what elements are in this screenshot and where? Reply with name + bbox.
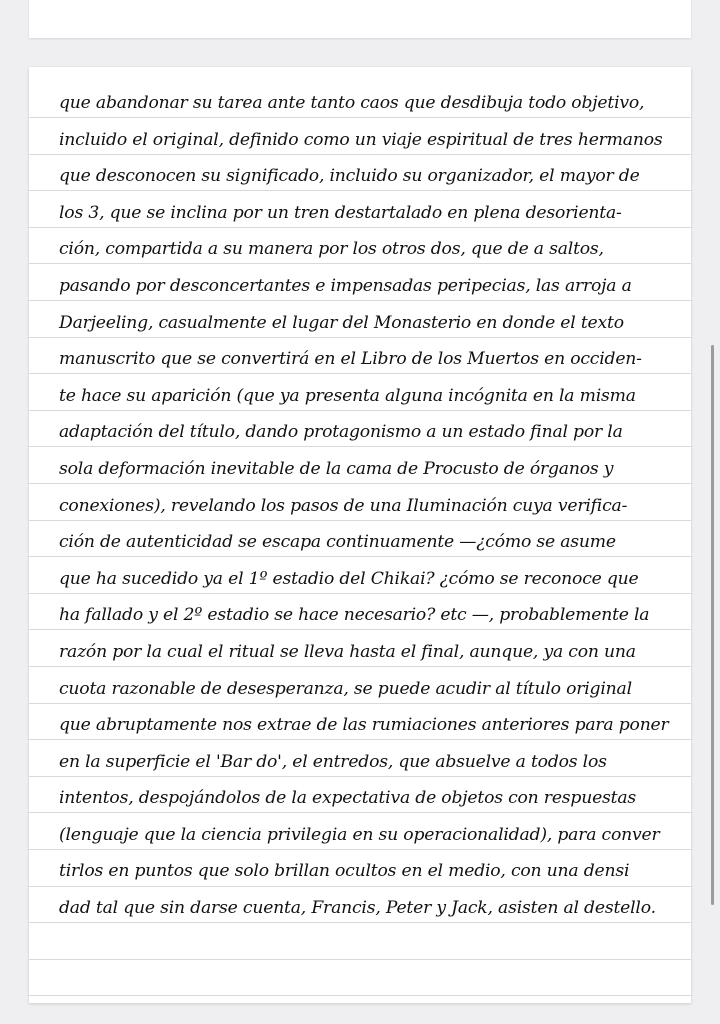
handwritten-page bbox=[29, 67, 691, 1003]
ruled-line bbox=[29, 995, 691, 996]
handwritten-line: sola deformación inevitable de la cama de Procusto de órganos y bbox=[59, 458, 614, 479]
handwritten-line: que abruptamente nos extrae de las rumiaciones anteriores para poner bbox=[59, 715, 669, 736]
handwritten-line: Darjeeling, casualmente el lugar del Monasterio en donde el texto bbox=[59, 312, 624, 333]
handwritten-line: en la superficie el 'Bar do', el entredos, que absuelve a todos los bbox=[59, 751, 607, 772]
handwritten-line: (lenguaje que la ciencia privilegia en su operacionalidad), para conver bbox=[59, 824, 660, 845]
handwritten-line: conexiones), revelando los pasos de una Iluminación cuya verifica- bbox=[59, 495, 628, 516]
handwritten-line: que ha sucedido ya el 1º estadio del Chikai? ¿cómo se reconoce que bbox=[59, 568, 639, 589]
handwritten-line: ción, compartida a su manera por los otros dos, que de a saltos, bbox=[59, 239, 604, 260]
handwritten-line: intentos, despojándolos de la expectativa de objetos con respuestas bbox=[59, 788, 637, 809]
handwritten-line: ha fallado y el 2º estadio se hace necesario? etc —, probablemente la bbox=[59, 605, 650, 626]
handwritten-line: te hace su aparición (que ya presenta alguna incógnita en la misma bbox=[59, 385, 636, 406]
handwritten-line: incluido el original, definido como un viaje espiritual de tres hermanos bbox=[59, 129, 663, 150]
handwritten-line: adaptación del título, dando protagonismo a un estado final por la bbox=[59, 422, 623, 443]
handwritten-line: cuota razonable de desesperanza, se puede acudir al título original bbox=[59, 678, 632, 699]
handwritten-line: razón por la cual el ritual se lleva hasta el final, aunque, ya con una bbox=[59, 641, 636, 662]
handwritten-line: dad tal que sin darse cuenta, Francis, Peter y Jack, asisten al destello. bbox=[59, 898, 656, 919]
handwritten-line: ción de autenticidad se escapa continuamente —¿cómo se asume bbox=[59, 532, 616, 553]
handwritten-line: pasando por desconcertantes e impensadas peripecias, las arroja a bbox=[59, 275, 632, 296]
handwritten-line: manuscrito que se convertirá en el Libro de los Muertos en occiden- bbox=[59, 349, 642, 370]
previous-page bbox=[29, 0, 691, 38]
handwritten-line: que desconocen su significado, incluido su organizador, el mayor de bbox=[59, 166, 640, 187]
ruled-line bbox=[29, 959, 691, 960]
handwritten-line: los 3, que se inclina por un tren destartalado en plena desorienta- bbox=[59, 202, 622, 223]
handwritten-line: que abandonar su tarea ante tanto caos que desdibuja todo objetivo, bbox=[59, 93, 645, 113]
vertical-scrollbar[interactable] bbox=[711, 345, 714, 905]
handwritten-line: tirlos en puntos que solo brillan ocultos en el medio, con una densi bbox=[59, 861, 630, 882]
handwritten-text bbox=[59, 85, 671, 927]
